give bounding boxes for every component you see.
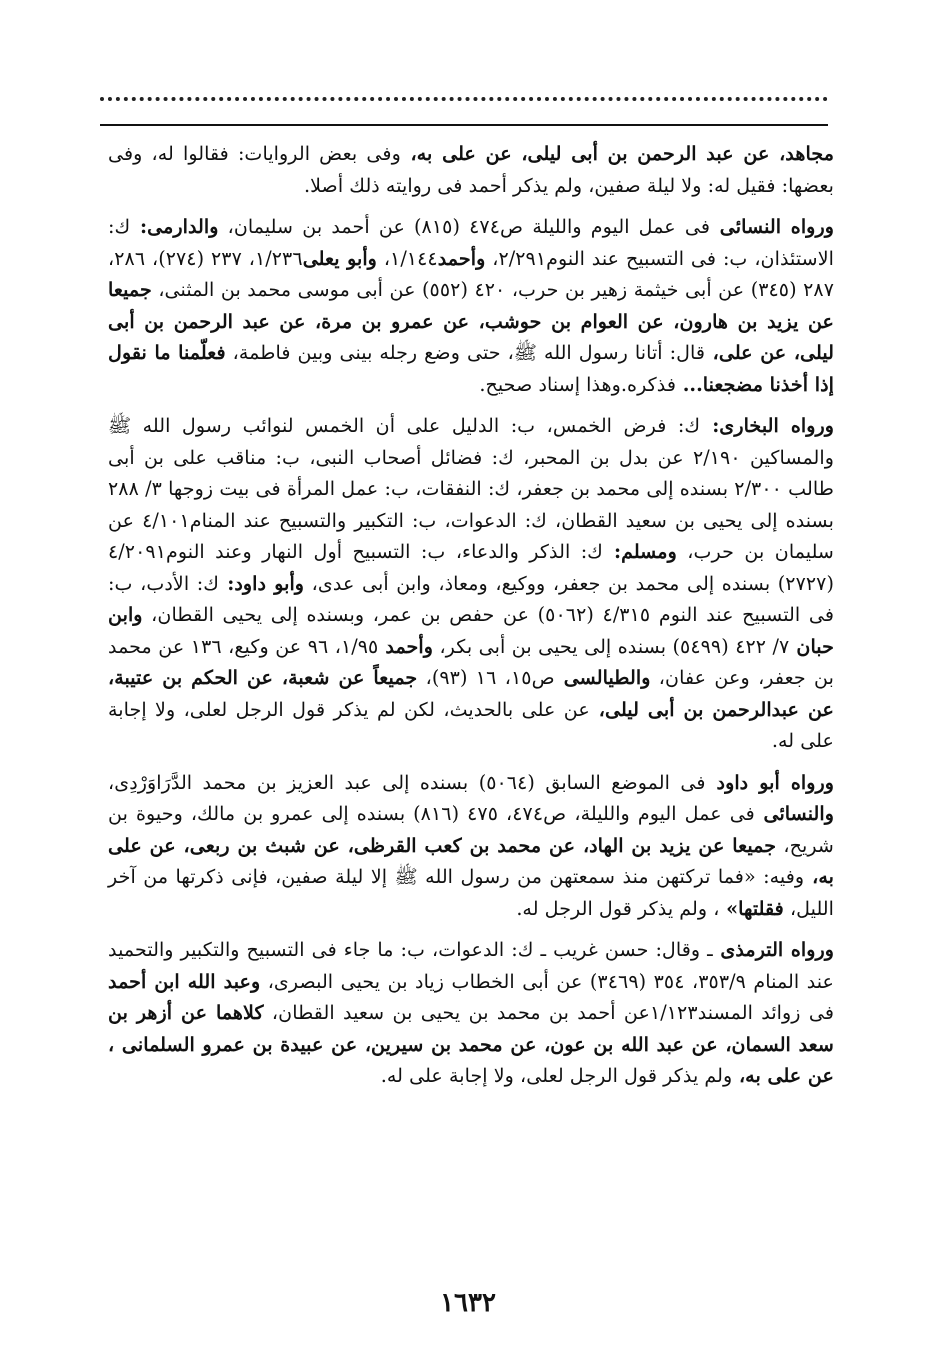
text-run: ك: الاستئذان، ب: فى التسبيح عند النوم٢/٢٩١،: [108, 215, 834, 270]
bold-run: والطيالسى: [554, 666, 651, 689]
text-run: ك: الذكر والدعاء، ب: التسبيح أول النهار وعند النوم٤/٢٠٩١ (٢٧٢٧) بسنده إلى محمد بن جعفر، ووكيع، ومعاذ، وابن أبى عدى،: [108, 540, 834, 595]
header-dotted-rule: [100, 97, 828, 101]
bold-run: مجاهد، عن عبد الرحمن بن أبى ليلى، عن على به،: [400, 142, 834, 165]
bold-run: وأبو داود:: [219, 571, 305, 595]
bold-run: وأحمد: [437, 246, 486, 270]
text-run: قال: أتانا رسول الله ﷺ، حتى وضع رجله بينى وبين فاطمة،: [225, 341, 706, 364]
text-run: فى الموضع السابق (٥٠٦٤) بسنده إلى عبد العزيز بن محمد الدَّرَاوَرْدِى،: [108, 770, 706, 794]
bold-run: ورواه الترمذى: [712, 938, 834, 961]
bold-run: ورواه البخارى:: [700, 414, 835, 437]
bold-run: وأحمد: [378, 634, 434, 658]
text-run: ك: الأدب، ب: فى التسبيح عند النوم ٤/٣١٥ (٥٠٦٢) عن حفص بن عمر، وبسنده إلى يحيى القطان،: [108, 571, 835, 626]
bold-run: وابن حبان: [108, 603, 834, 658]
bold-run: جميعاً عن شعبة، عن الحكم بن عتيبة، عن عبدالرحمن بن أبى ليلى،: [108, 666, 834, 721]
bold-run: فقلتها»: [719, 896, 784, 920]
bold-run: والنسائى: [754, 802, 834, 825]
text-run: فى زوائد المسند١/١٢٣عن أحمد بن محمد بن يحيى بن سعيد القطان،: [263, 1001, 834, 1024]
bold-run: جميعا عن يزيد بن الهاد، عن محمد بن كعب القرظى، عن شبث بن ربعى، عن على به،: [108, 833, 834, 888]
header-solid-rule: [100, 124, 828, 126]
text-run: فذكره.وهذا إسناد صحيح.: [479, 372, 677, 396]
text-run: فى عمل اليوم والليلة ص٤٧٤ (٨١٥) عن أحمد بن سليمان،: [218, 215, 711, 238]
paragraph: [108, 138, 834, 201]
text-run: فى عمل اليوم والليلة، ص٤٧٤، ٤٧٥ (٨١٦) بسنده إلى عمرو بن مالك، وحيوة بن شريح،: [108, 802, 834, 857]
text-run: ـ وقال: حسن غريب ـ ك: الدعوات، ب: ما جاء فى التسبيح والتكبير والتحميد عند المنام ٣٥٣/٩، ٣٥٤ (٣٤٦٩) عن أبى الخطاب زياد بن يحيى البصرى،: [108, 938, 835, 993]
text-run: ١/٩٥، ٩٦ عن وكيع، ١٣٦ عن محمد بن جعفر، وعن عفان،: [108, 634, 834, 689]
text-run: وفى بعض الروايات: فقالوا له، وفى بعضها: فقيل له: ولا ليلة صفين، ولم يذكر أحمد فى روايته ذلك أصلا.: [108, 142, 834, 197]
bold-run: والدارمى:: [130, 215, 219, 238]
footnote-text-block: [108, 138, 834, 1102]
text-run: وفيه: «فما تركتهن منذ سمعتهن من رسول الله ﷺ إلا ليلة صفين، فإنى ذكرتها من آخر الليل،: [108, 865, 834, 920]
text-run: ١/٢٣٦، ٢٣٧ (٢٧٤)، ٢٨٦، ٢٨٧ (٣٤٥) عن أبى خيثمة زهير بن حرب، ٤٢٠ (٥٥٢) عن أبى موسى محمد بن المثنى،: [108, 246, 835, 301]
text-run: ٧/ ٤٢٢ (٥٤٩٩) بسنده إلى يحيى بن أبى بكر،: [433, 634, 790, 658]
text-run: ص١٥، ١٦ (٩٣)،: [417, 666, 555, 689]
text-run: ك: فرض الخمس، ب: الدليل على أن الخمس لنوائب رسول الله ﷺ والمساكين ٢/١٩٠ عن بدل بن المحبر، ك: فضائل أصحاب النبى، ب: مناقب على بن أبى طالب ٢/٣٠٠ بسنده إلى محمد بن جعفر، ك: النفقات، ب: عمل المرأة فى بيت زوجها ٣/ ٢٨٨ بسنده إلى يحيى بن سعيد القطان، ك: الدعوات، ب: التكبير والتسبيح عند المنام٤/١٠١ عن سليمان بن حرب،: [108, 414, 835, 563]
text-run: عن على بالحديث، لكن لم يذكر قول الرجل لعلى، ولا إجابة على له.: [108, 697, 834, 752]
text-run: ولم يذكر قول الرجل لعلى، ولا إجابة على له.: [380, 1064, 733, 1087]
bold-run: وعبد الله ابن أحمد: [108, 969, 261, 993]
page-number: ١٦٣٢: [440, 1288, 496, 1318]
bold-run: جميعا عن يزيد بن هارون، عن العوام بن حوشب، عن عمرو بن مرة، عن عبد الرحمن بن أبى ليلى، عن على،: [108, 278, 834, 364]
bold-run: كلاهما عن أزهر بن سعد السمان، عن عبد الله بن عون، عن محمد بن سيرين، عن عبيدة بن عمرو السلمانى ، عن على به،: [108, 1001, 834, 1087]
paragraph: [108, 410, 834, 757]
paragraph: [108, 767, 834, 925]
text-run: ١/١٤٤،: [376, 246, 438, 270]
bold-run: وأبو يعلى: [302, 246, 377, 270]
paragraph: [108, 211, 834, 400]
bold-run: ورواه النسائى: [710, 215, 834, 238]
bold-run: فعلّمنا ما نقول إذا أخذنا مضجعنا...: [108, 341, 834, 396]
paragraph: [108, 934, 834, 1092]
text-run: ، ولم يذكر قول الرجل له.: [516, 896, 720, 920]
bold-run: ومسلم:: [602, 540, 677, 563]
bold-run: ورواه أبو داود: [705, 770, 835, 794]
